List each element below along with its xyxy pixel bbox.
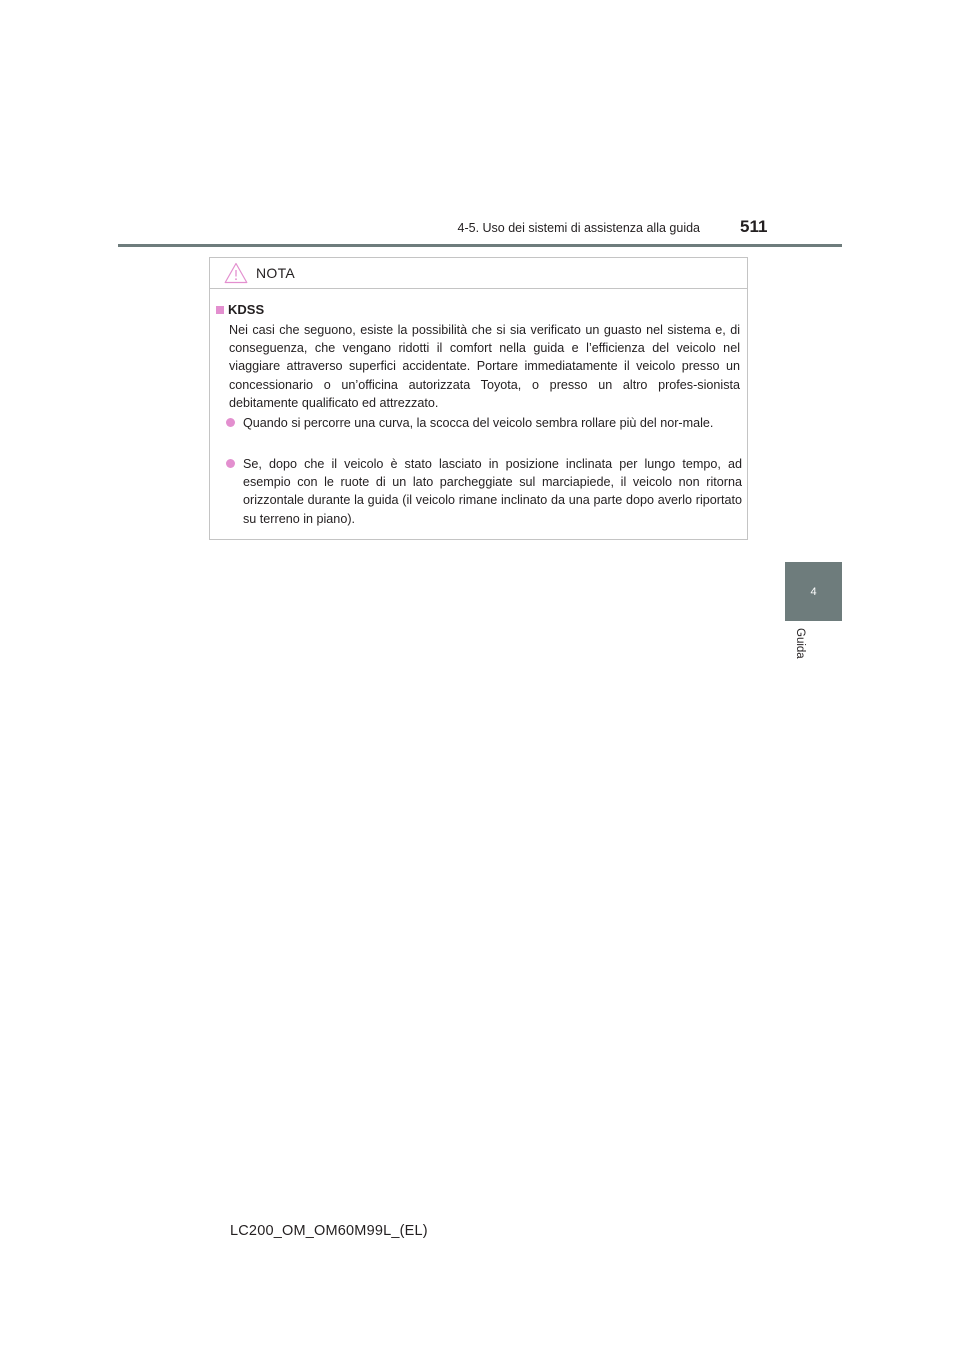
chapter-label: Guida xyxy=(794,628,806,659)
circle-bullet-icon xyxy=(226,418,235,427)
page-number: 511 xyxy=(740,217,768,236)
square-bullet-icon xyxy=(216,306,224,314)
section-title: KDSS xyxy=(228,302,265,317)
note-title: NOTA xyxy=(256,265,296,281)
chapter-number: 4 xyxy=(810,585,817,598)
note-paragraph: Nei casi che seguono, esiste la possibilità che si sia verificato un guasto nel sistema e, di conseguenza, che vengano ridotti il comfort nella guida e l’efficienza del veicolo nel viaggiare attraverso superfici accidentate. Portare immediatamente il veicolo presso un concessionario o un’officina autorizzata Toyota, o presso un altro profes-sionista debitamente qualificato ed attrezzato. xyxy=(229,323,740,410)
header-section-title: 4-5. Uso dei sistemi di assistenza alla guida xyxy=(457,221,700,235)
chapter-tab xyxy=(785,562,842,621)
document-code: LC200_OM_OM60M99L_(EL) xyxy=(230,1223,428,1239)
list-item xyxy=(226,414,742,432)
note-box xyxy=(209,257,748,540)
list-item-text: Quando si percorre una curva, la scocca del veicolo sembra rollare più del nor-male. xyxy=(243,416,714,430)
list-item-text: Se, dopo che il veicolo è stato lasciato in posizione inclinata per lungo tempo, ad esempio con le ruote di un lato parcheggiate sul marciapiede, il veicolo non ritorna orizzontale durante la guida (il veicolo rimane inclinato da una parte dopo averlo riportato su terreno in piano). xyxy=(243,457,742,526)
list-item xyxy=(226,455,742,528)
section-heading xyxy=(216,302,264,317)
circle-bullet-icon xyxy=(226,459,235,468)
header-divider xyxy=(118,244,842,247)
warning-triangle-icon xyxy=(224,262,248,284)
note-header xyxy=(210,258,747,289)
